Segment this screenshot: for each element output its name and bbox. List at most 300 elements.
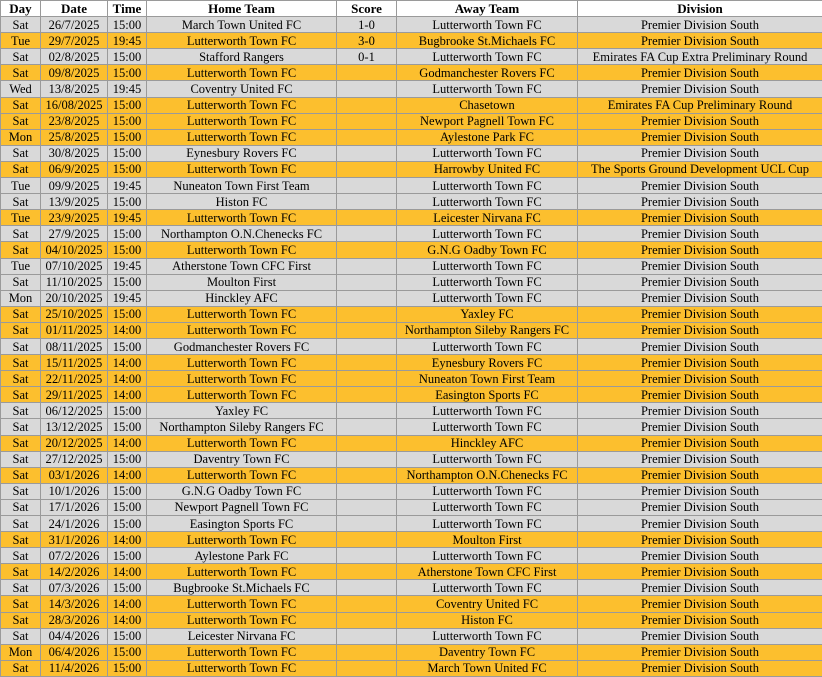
table-row <box>1 580 822 596</box>
fixtures-body <box>1 17 822 677</box>
cell-score <box>337 467 397 483</box>
cell-day: Tue <box>1 33 41 49</box>
cell-time: 15:00 <box>108 274 147 290</box>
cell-day: Sat <box>1 660 41 676</box>
cell-score <box>337 596 397 612</box>
cell-time: 14:00 <box>108 532 147 548</box>
cell-date: 07/10/2025 <box>41 258 108 274</box>
table-row <box>1 145 822 161</box>
cell-division: Premier Division South <box>578 419 822 435</box>
cell-score <box>337 644 397 660</box>
cell-division: Premier Division South <box>578 33 822 49</box>
cell-home-team: Lutterworth Town FC <box>147 532 337 548</box>
cell-day: Tue <box>1 210 41 226</box>
cell-away-team: Harrowby United FC <box>397 161 578 177</box>
cell-away-team: Lutterworth Town FC <box>397 17 578 33</box>
cell-time: 14:00 <box>108 612 147 628</box>
cell-day: Wed <box>1 81 41 97</box>
cell-home-team: Leicester Nirvana FC <box>147 628 337 644</box>
cell-division: Premier Division South <box>578 483 822 499</box>
table-row <box>1 548 822 564</box>
cell-division: Premier Division South <box>578 596 822 612</box>
cell-score <box>337 274 397 290</box>
cell-away-team: Lutterworth Town FC <box>397 419 578 435</box>
cell-date: 09/8/2025 <box>41 65 108 81</box>
cell-division: Premier Division South <box>578 226 822 242</box>
cell-day: Sat <box>1 65 41 81</box>
cell-date: 11/4/2026 <box>41 660 108 676</box>
col-header-time: Time <box>108 1 147 17</box>
cell-time: 15:00 <box>108 660 147 676</box>
table-row <box>1 210 822 226</box>
cell-date: 27/12/2025 <box>41 451 108 467</box>
cell-time: 14:00 <box>108 435 147 451</box>
table-row <box>1 628 822 644</box>
cell-away-team: Lutterworth Town FC <box>397 499 578 515</box>
cell-home-team: Northampton Sileby Rangers FC <box>147 419 337 435</box>
cell-time: 14:00 <box>108 371 147 387</box>
cell-day: Sat <box>1 483 41 499</box>
cell-time: 15:00 <box>108 338 147 354</box>
cell-score <box>337 451 397 467</box>
cell-division: Premier Division South <box>578 65 822 81</box>
cell-home-team: Lutterworth Town FC <box>147 306 337 322</box>
cell-score <box>337 194 397 210</box>
cell-day: Sat <box>1 49 41 65</box>
table-row <box>1 49 822 65</box>
cell-time: 15:00 <box>108 113 147 129</box>
cell-date: 02/8/2025 <box>41 49 108 65</box>
cell-score <box>337 516 397 532</box>
cell-division: Premier Division South <box>578 499 822 515</box>
cell-score <box>337 65 397 81</box>
cell-day: Sat <box>1 355 41 371</box>
cell-home-team: Lutterworth Town FC <box>147 322 337 338</box>
cell-away-team: Lutterworth Town FC <box>397 81 578 97</box>
cell-home-team: Lutterworth Town FC <box>147 387 337 403</box>
cell-score <box>337 403 397 419</box>
cell-away-team: Hinckley AFC <box>397 435 578 451</box>
cell-score <box>337 435 397 451</box>
cell-day: Sat <box>1 242 41 258</box>
col-header-home-team: Home Team <box>147 1 337 17</box>
cell-date: 27/9/2025 <box>41 226 108 242</box>
cell-home-team: Lutterworth Town FC <box>147 129 337 145</box>
cell-division: Premier Division South <box>578 322 822 338</box>
cell-division: Premier Division South <box>578 258 822 274</box>
col-header-division: Division <box>578 1 822 17</box>
cell-home-team: Lutterworth Town FC <box>147 467 337 483</box>
cell-home-team: Newport Pagnell Town FC <box>147 499 337 515</box>
cell-time: 14:00 <box>108 596 147 612</box>
cell-score <box>337 113 397 129</box>
cell-score <box>337 628 397 644</box>
table-row <box>1 290 822 306</box>
cell-day: Sat <box>1 499 41 515</box>
cell-division: Premier Division South <box>578 467 822 483</box>
cell-division: Emirates FA Cup Extra Preliminary Round <box>578 49 822 65</box>
cell-away-team: Lutterworth Town FC <box>397 628 578 644</box>
cell-home-team: Easington Sports FC <box>147 516 337 532</box>
cell-home-team: Yaxley FC <box>147 403 337 419</box>
table-row <box>1 355 822 371</box>
cell-day: Mon <box>1 290 41 306</box>
cell-division: Premier Division South <box>578 129 822 145</box>
cell-date: 15/11/2025 <box>41 355 108 371</box>
cell-day: Sat <box>1 322 41 338</box>
cell-date: 07/2/2026 <box>41 548 108 564</box>
cell-home-team: Lutterworth Town FC <box>147 371 337 387</box>
cell-time: 15:00 <box>108 580 147 596</box>
cell-home-team: Lutterworth Town FC <box>147 97 337 113</box>
cell-home-team: Moulton First <box>147 274 337 290</box>
cell-away-team: Lutterworth Town FC <box>397 145 578 161</box>
cell-away-team: Easington Sports FC <box>397 387 578 403</box>
cell-home-team: March Town United FC <box>147 17 337 33</box>
cell-date: 26/7/2025 <box>41 17 108 33</box>
cell-day: Sat <box>1 435 41 451</box>
col-header-score: Score <box>337 1 397 17</box>
cell-date: 14/2/2026 <box>41 564 108 580</box>
cell-away-team: Lutterworth Town FC <box>397 580 578 596</box>
cell-day: Sat <box>1 145 41 161</box>
cell-division: Premier Division South <box>578 306 822 322</box>
cell-away-team: Lutterworth Town FC <box>397 403 578 419</box>
cell-time: 15:00 <box>108 129 147 145</box>
table-row <box>1 306 822 322</box>
cell-time: 15:00 <box>108 226 147 242</box>
cell-day: Tue <box>1 258 41 274</box>
cell-date: 06/12/2025 <box>41 403 108 419</box>
cell-date: 09/9/2025 <box>41 178 108 194</box>
cell-score <box>337 161 397 177</box>
cell-home-team: Histon FC <box>147 194 337 210</box>
cell-division: Premier Division South <box>578 81 822 97</box>
cell-date: 14/3/2026 <box>41 596 108 612</box>
table-row <box>1 226 822 242</box>
table-row <box>1 435 822 451</box>
cell-date: 06/4/2026 <box>41 644 108 660</box>
cell-home-team: Bugbrooke St.Michaels FC <box>147 580 337 596</box>
cell-score <box>337 145 397 161</box>
cell-time: 15:00 <box>108 548 147 564</box>
cell-time: 15:00 <box>108 194 147 210</box>
cell-day: Sat <box>1 306 41 322</box>
cell-date: 22/11/2025 <box>41 371 108 387</box>
cell-division: Premier Division South <box>578 371 822 387</box>
table-row <box>1 403 822 419</box>
cell-score <box>337 371 397 387</box>
table-row <box>1 644 822 660</box>
table-row <box>1 419 822 435</box>
cell-division: Premier Division South <box>578 660 822 676</box>
cell-day: Sat <box>1 194 41 210</box>
cell-score: 0-1 <box>337 49 397 65</box>
cell-away-team: Lutterworth Town FC <box>397 226 578 242</box>
cell-away-team: Lutterworth Town FC <box>397 516 578 532</box>
cell-home-team: Northampton O.N.Chenecks FC <box>147 226 337 242</box>
cell-date: 23/9/2025 <box>41 210 108 226</box>
table-row <box>1 65 822 81</box>
cell-day: Sat <box>1 274 41 290</box>
cell-time: 15:00 <box>108 499 147 515</box>
cell-away-team: Coventry United FC <box>397 596 578 612</box>
cell-away-team: Eynesbury Rovers FC <box>397 355 578 371</box>
cell-score <box>337 612 397 628</box>
cell-away-team: Lutterworth Town FC <box>397 290 578 306</box>
cell-time: 15:00 <box>108 17 147 33</box>
cell-division: Premier Division South <box>578 564 822 580</box>
cell-time: 14:00 <box>108 355 147 371</box>
table-row <box>1 322 822 338</box>
table-row <box>1 483 822 499</box>
cell-day: Sat <box>1 17 41 33</box>
table-row <box>1 499 822 515</box>
cell-score <box>337 483 397 499</box>
table-row <box>1 596 822 612</box>
cell-score <box>337 129 397 145</box>
cell-day: Sat <box>1 596 41 612</box>
cell-home-team: Daventry Town FC <box>147 451 337 467</box>
cell-date: 25/10/2025 <box>41 306 108 322</box>
cell-time: 15:00 <box>108 419 147 435</box>
cell-away-team: G.N.G Oadby Town FC <box>397 242 578 258</box>
cell-home-team: Lutterworth Town FC <box>147 564 337 580</box>
cell-date: 06/9/2025 <box>41 161 108 177</box>
cell-date: 28/3/2026 <box>41 612 108 628</box>
table-row <box>1 371 822 387</box>
cell-home-team: Stafford Rangers <box>147 49 337 65</box>
cell-time: 15:00 <box>108 516 147 532</box>
cell-date: 11/10/2025 <box>41 274 108 290</box>
cell-away-team: Lutterworth Town FC <box>397 49 578 65</box>
table-row <box>1 516 822 532</box>
cell-away-team: Lutterworth Town FC <box>397 194 578 210</box>
table-row <box>1 178 822 194</box>
cell-day: Sat <box>1 516 41 532</box>
cell-away-team: Newport Pagnell Town FC <box>397 113 578 129</box>
cell-home-team: Lutterworth Town FC <box>147 660 337 676</box>
cell-home-team: Lutterworth Town FC <box>147 435 337 451</box>
cell-date: 13/12/2025 <box>41 419 108 435</box>
cell-score <box>337 306 397 322</box>
cell-score <box>337 580 397 596</box>
cell-time: 15:00 <box>108 451 147 467</box>
cell-home-team: Hinckley AFC <box>147 290 337 306</box>
cell-date: 08/11/2025 <box>41 338 108 354</box>
cell-home-team: G.N.G Oadby Town FC <box>147 483 337 499</box>
cell-day: Sat <box>1 113 41 129</box>
cell-score <box>337 242 397 258</box>
cell-date: 13/9/2025 <box>41 194 108 210</box>
cell-day: Mon <box>1 129 41 145</box>
cell-date: 23/8/2025 <box>41 113 108 129</box>
cell-day: Sat <box>1 580 41 596</box>
cell-date: 10/1/2026 <box>41 483 108 499</box>
cell-division: Premier Division South <box>578 387 822 403</box>
table-row <box>1 532 822 548</box>
cell-score <box>337 258 397 274</box>
cell-date: 04/10/2025 <box>41 242 108 258</box>
cell-day: Tue <box>1 178 41 194</box>
cell-time: 14:00 <box>108 322 147 338</box>
cell-division: Premier Division South <box>578 612 822 628</box>
cell-division: Premier Division South <box>578 145 822 161</box>
table-row <box>1 97 822 113</box>
cell-date: 29/11/2025 <box>41 387 108 403</box>
cell-away-team: Godmanchester Rovers FC <box>397 65 578 81</box>
cell-division: Premier Division South <box>578 628 822 644</box>
cell-score <box>337 548 397 564</box>
cell-away-team: Leicester Nirvana FC <box>397 210 578 226</box>
cell-day: Sat <box>1 612 41 628</box>
table-row <box>1 451 822 467</box>
cell-time: 19:45 <box>108 178 147 194</box>
cell-away-team: Atherstone Town CFC First <box>397 564 578 580</box>
cell-home-team: Aylestone Park FC <box>147 548 337 564</box>
cell-date: 25/8/2025 <box>41 129 108 145</box>
cell-date: 01/11/2025 <box>41 322 108 338</box>
cell-score <box>337 660 397 676</box>
cell-date: 16/08/2025 <box>41 97 108 113</box>
cell-home-team: Lutterworth Town FC <box>147 113 337 129</box>
cell-time: 19:45 <box>108 290 147 306</box>
cell-time: 19:45 <box>108 258 147 274</box>
cell-home-team: Nuneaton Town First Team <box>147 178 337 194</box>
cell-home-team: Lutterworth Town FC <box>147 596 337 612</box>
cell-division: Premier Division South <box>578 338 822 354</box>
cell-time: 15:00 <box>108 306 147 322</box>
cell-score <box>337 178 397 194</box>
table-row <box>1 387 822 403</box>
cell-time: 15:00 <box>108 628 147 644</box>
cell-day: Sat <box>1 451 41 467</box>
cell-away-team: Histon FC <box>397 612 578 628</box>
table-row <box>1 467 822 483</box>
cell-away-team: Nuneaton Town First Team <box>397 371 578 387</box>
cell-date: 07/3/2026 <box>41 580 108 596</box>
cell-division: The Sports Ground Development UCL Cup <box>578 161 822 177</box>
cell-home-team: Atherstone Town CFC First <box>147 258 337 274</box>
col-header-day: Day <box>1 1 41 17</box>
cell-day: Sat <box>1 628 41 644</box>
cell-away-team: Lutterworth Town FC <box>397 548 578 564</box>
cell-day: Sat <box>1 338 41 354</box>
cell-day: Sat <box>1 97 41 113</box>
table-row <box>1 129 822 145</box>
cell-home-team: Lutterworth Town FC <box>147 355 337 371</box>
col-header-away-team: Away Team <box>397 1 578 17</box>
cell-division: Premier Division South <box>578 516 822 532</box>
table-row <box>1 274 822 290</box>
cell-home-team: Godmanchester Rovers FC <box>147 338 337 354</box>
cell-away-team: Lutterworth Town FC <box>397 483 578 499</box>
table-row <box>1 161 822 177</box>
cell-division: Premier Division South <box>578 178 822 194</box>
table-row <box>1 612 822 628</box>
cell-day: Sat <box>1 161 41 177</box>
cell-away-team: Lutterworth Town FC <box>397 274 578 290</box>
cell-day: Sat <box>1 226 41 242</box>
cell-score <box>337 564 397 580</box>
cell-away-team: Lutterworth Town FC <box>397 338 578 354</box>
cell-away-team: Yaxley FC <box>397 306 578 322</box>
cell-time: 15:00 <box>108 65 147 81</box>
cell-time: 15:00 <box>108 145 147 161</box>
cell-division: Premier Division South <box>578 290 822 306</box>
cell-division: Premier Division South <box>578 532 822 548</box>
cell-home-team: Coventry United FC <box>147 81 337 97</box>
cell-division: Premier Division South <box>578 274 822 290</box>
cell-day: Sat <box>1 532 41 548</box>
cell-division: Premier Division South <box>578 644 822 660</box>
cell-date: 30/8/2025 <box>41 145 108 161</box>
cell-away-team: Northampton O.N.Chenecks FC <box>397 467 578 483</box>
table-row <box>1 17 822 33</box>
cell-time: 15:00 <box>108 161 147 177</box>
cell-score <box>337 97 397 113</box>
table-row <box>1 338 822 354</box>
table-row <box>1 33 822 49</box>
cell-day: Sat <box>1 403 41 419</box>
cell-home-team: Lutterworth Town FC <box>147 644 337 660</box>
cell-away-team: Lutterworth Town FC <box>397 178 578 194</box>
cell-division: Premier Division South <box>578 451 822 467</box>
cell-time: 15:00 <box>108 403 147 419</box>
cell-home-team: Lutterworth Town FC <box>147 33 337 49</box>
cell-away-team: March Town United FC <box>397 660 578 676</box>
cell-score <box>337 290 397 306</box>
cell-score <box>337 81 397 97</box>
cell-time: 14:00 <box>108 467 147 483</box>
cell-away-team: Lutterworth Town FC <box>397 451 578 467</box>
cell-time: 15:00 <box>108 242 147 258</box>
cell-division: Premier Division South <box>578 210 822 226</box>
cell-home-team: Eynesbury Rovers FC <box>147 145 337 161</box>
cell-division: Premier Division South <box>578 580 822 596</box>
cell-score <box>337 322 397 338</box>
cell-score: 1-0 <box>337 17 397 33</box>
cell-home-team: Lutterworth Town FC <box>147 242 337 258</box>
cell-away-team: Moulton First <box>397 532 578 548</box>
cell-home-team: Lutterworth Town FC <box>147 210 337 226</box>
cell-division: Premier Division South <box>578 113 822 129</box>
cell-division: Emirates FA Cup Preliminary Round <box>578 97 822 113</box>
cell-time: 15:00 <box>108 483 147 499</box>
cell-score <box>337 355 397 371</box>
header-row <box>1 1 822 17</box>
cell-date: 13/8/2025 <box>41 81 108 97</box>
cell-score <box>337 210 397 226</box>
table-row <box>1 660 822 676</box>
table-row <box>1 81 822 97</box>
cell-score <box>337 419 397 435</box>
cell-away-team: Chasetown <box>397 97 578 113</box>
table-row <box>1 242 822 258</box>
cell-away-team: Aylestone Park FC <box>397 129 578 145</box>
cell-division: Premier Division South <box>578 403 822 419</box>
cell-day: Sat <box>1 387 41 403</box>
cell-time: 19:45 <box>108 33 147 49</box>
cell-score <box>337 499 397 515</box>
cell-score <box>337 387 397 403</box>
cell-time: 14:00 <box>108 387 147 403</box>
cell-division: Premier Division South <box>578 242 822 258</box>
cell-date: 20/12/2025 <box>41 435 108 451</box>
cell-time: 14:00 <box>108 564 147 580</box>
cell-time: 19:45 <box>108 210 147 226</box>
cell-score <box>337 338 397 354</box>
